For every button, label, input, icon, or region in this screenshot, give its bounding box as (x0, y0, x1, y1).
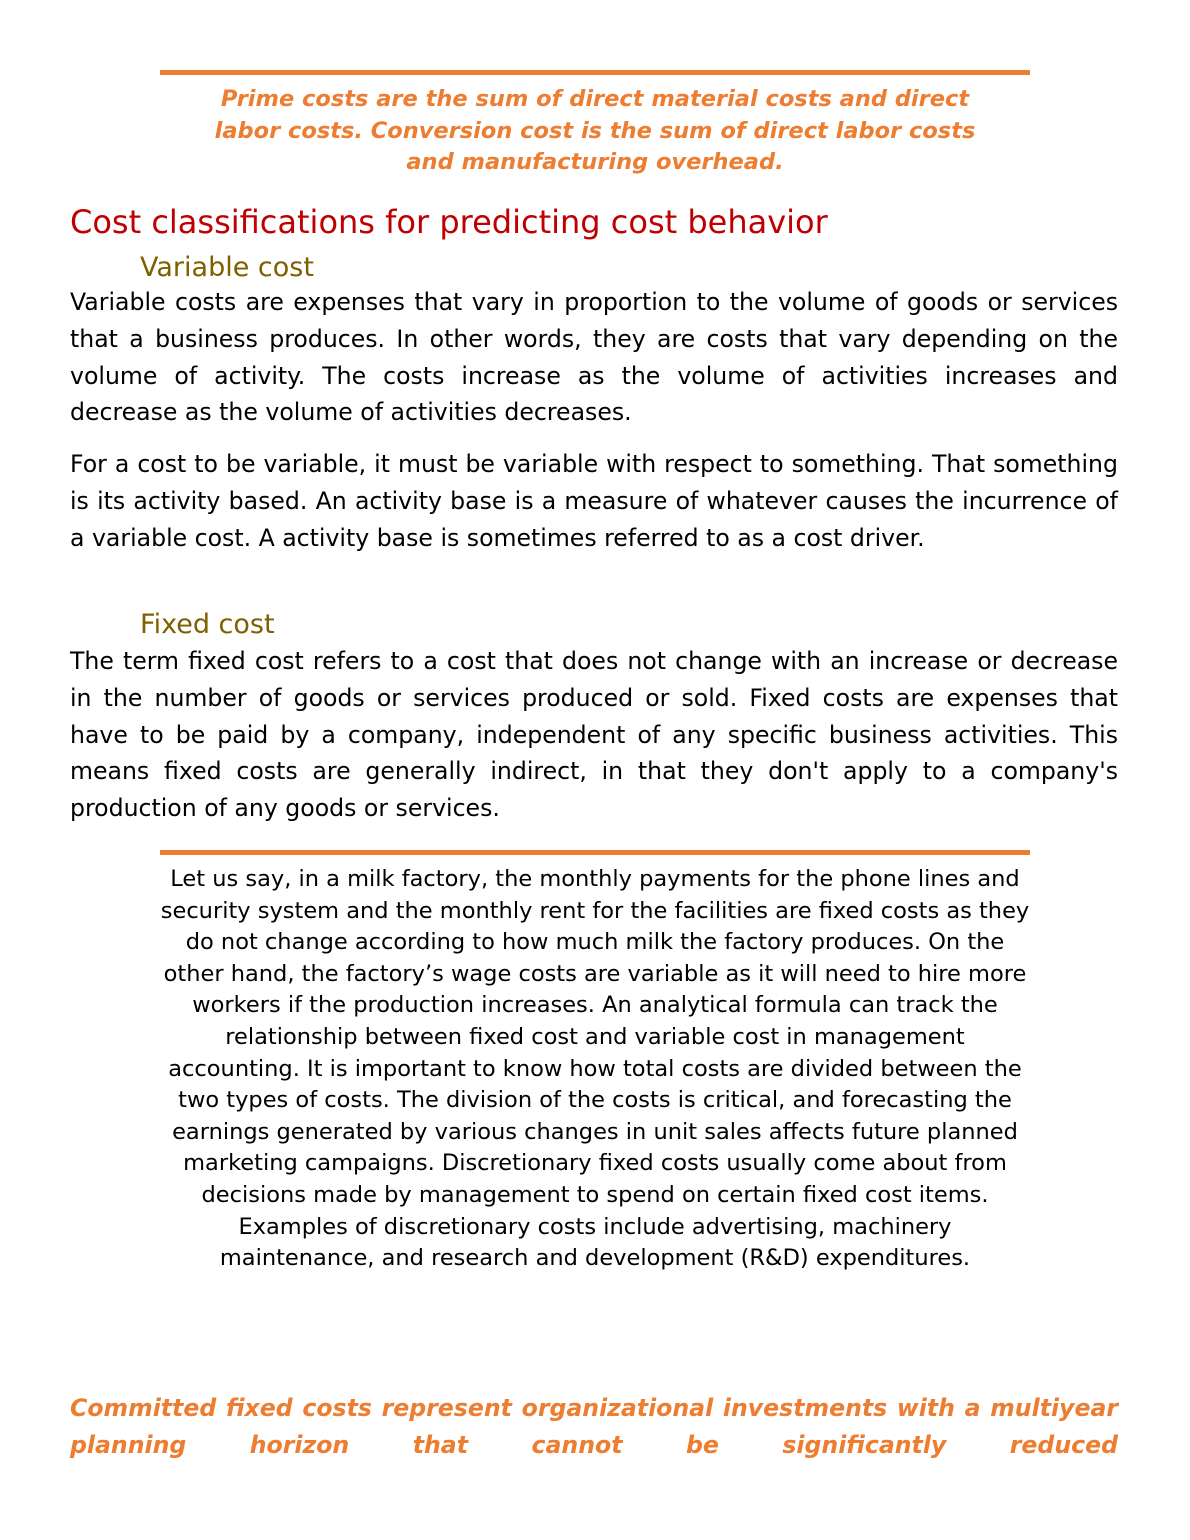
section-heading: Cost classifications for predicting cost behavior (70, 203, 828, 241)
fixed-cost-paragraph: The term fixed cost refers to a cost that does not change with an increase or decrease in the number of goods or services produced or sold. Fixed costs are expenses that have to be paid by a company, independent of any specific business activities. This means fixed costs are generally indirect, in that they don't apply to a company's production of any goods or services. (70, 647, 1118, 823)
example-callout-rule (160, 850, 1030, 855)
committed-fixed-costs-paragraph: Committed fixed costs represent organizational investments with a multiyear planning horizon that cannot be significantly reduced (70, 1394, 1118, 1459)
fixed-cost-heading: Fixed cost (140, 609, 275, 640)
variable-cost-heading: Variable cost (140, 252, 314, 283)
variable-cost-paragraph-2: For a cost to be variable, it must be variable with respect to something. That something is its activity based. An activity base is a measure of whatever causes the incurrence of a variable cost. A activity base is sometimes referred to as a cost driver. (70, 450, 1118, 552)
milk-factory-example-callout: Let us say, in a milk factory, the monthly payments for the phone lines and security system and the monthly rent for the facilities are fixed costs as they do not change according to how much milk the factory produces. On the other hand, the factory’s wage costs are variable as it will need to hire more workers if the production increases. An analytical formula can track the relationship between fixed cost and variable cost in management accounting. It is important to know how total costs are divided between the two types of costs. The division of the costs is critical, and forecasting the earnings generated by various changes in unit sales affects future planned marketing campaigns. Discretionary fixed costs usually come about from decisions made by management to spend on certain fixed cost items. Examples of discretionary costs include advertising, machinery maintenance, and research and development (R&D) expenditures. (160, 866, 1030, 1272)
prime-costs-callout: Prime costs are the sum of direct material costs and direct labor costs. Conversion cost is the sum of direct labor costs and manufacturing overhead. (214, 86, 976, 175)
callout-top-rule (160, 70, 1030, 75)
variable-cost-paragraph-1: Variable costs are expenses that vary in proportion to the volume of goods or services that a business produces. In other words, they are costs that vary depending on the volume of activity. The costs increase as the volume of activities increases and decrease as the volume of activities decreases. (70, 288, 1118, 427)
